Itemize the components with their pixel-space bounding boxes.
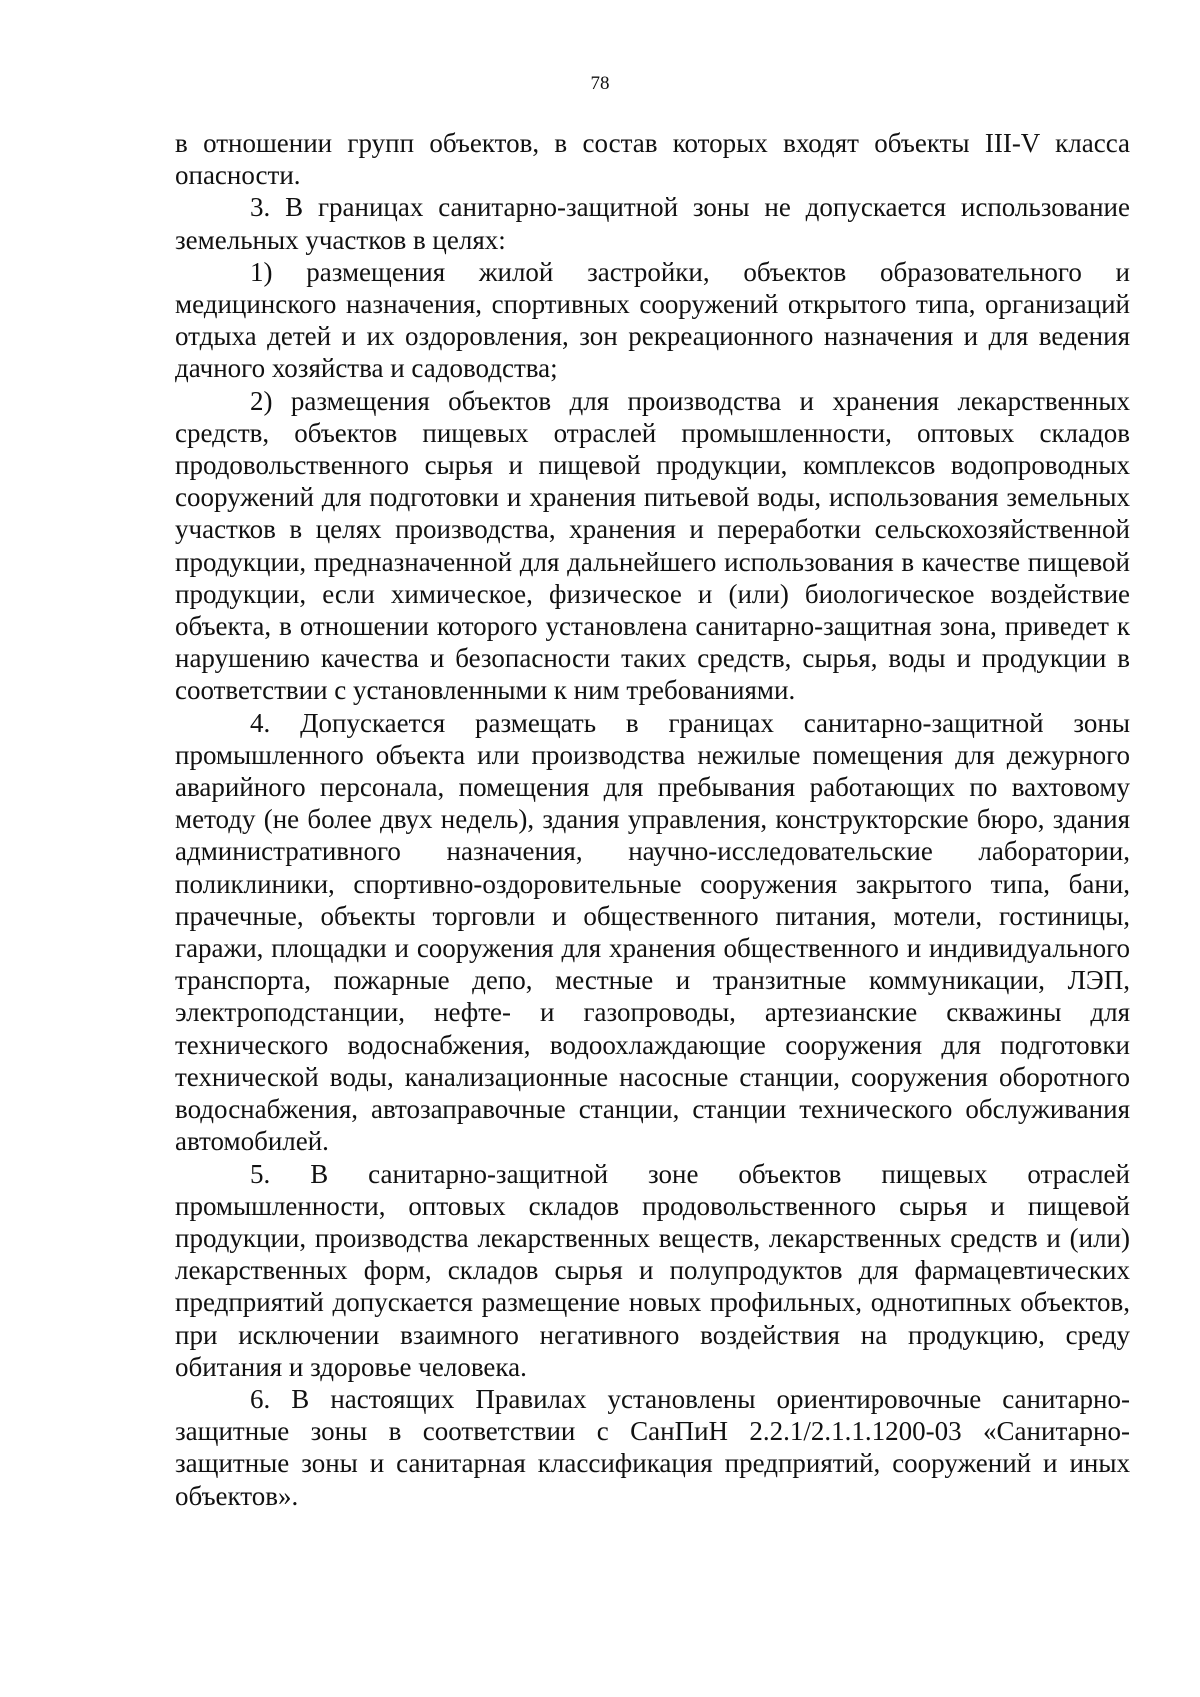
paragraph-clause-5: 5. В санитарно-защитной зоне объектов пищевых отраслей промышленности, оптовых складов продовольственного сырья и пищевой продукции, производства лекарственных веществ, лекарственных средств и (или) лекарственных форм, складов сырья и полупродуктов для фармацевтических предприятий допускается размещение новых профильных, однотипных объектов, при исключении взаимного негативного воздействия на продукцию, среду обитания и здоровье человека. bbox=[175, 1158, 1130, 1382]
paragraph-clause-3-item-1: 1) размещения жилой застройки, объектов образовательного и медицинского назначения, спортивных сооружений открытого типа, организаций отдыха детей и их оздоровления, зон рекреационного назначения и для ведения дачного хозяйства и садоводства; bbox=[175, 256, 1130, 384]
paragraph-clause-6: 6. В настоящих Правилах установлены ориентировочные санитарно-защитные зоны в соответствии с СанПиН 2.2.1/2.1.1.1200-03 «Санитарно-защитные зоны и санитарная классификация предприятий, сооружений и иных объектов». bbox=[175, 1383, 1130, 1511]
document-body bbox=[175, 127, 1130, 1512]
paragraph-clause-3-item-2: 2) размещения объектов для производства и хранения лекарственных средств, объектов пищевых отраслей промышленности, оптовых складов продовольственного сырья и пищевой продукции, комплексов водопроводных сооружений для подготовки и хранения питьевой воды, использования земельных участков в целях производства, хранения и переработки сельскохозяйственной продукции, предназначенной для дальнейшего использования в качестве пищевой продукции, если химическое, физическое и (или) биологическое воздействие объекта, в отношении которого установлена санитарно-защитная зона, приведет к нарушению качества и безопасности таких средств, сырья, воды и продукции в соответствии с установленными к ним требованиями. bbox=[175, 385, 1130, 706]
paragraph-clause-4: 4. Допускается размещать в границах санитарно-защитной зоны промышленного объекта или производства нежилые помещения для дежурного аварийного персонала, помещения для пребывания работающих по вахтовому методу (не более двух недель), здания управления, конструкторские бюро, здания административного назначения, научно-исследовательские лаборатории, поликлиники, спортивно-оздоровительные сооружения закрытого типа, бани, прачечные, объекты торговли и общественного питания, мотели, гостиницы, гаражи, площадки и сооружения для хранения общественного и индивидуального транспорта, пожарные депо, местные и транзитные коммуникации, ЛЭП, электроподстанции, нефте- и газопроводы, артезианские скважины для технического водоснабжения, водоохлаждающие сооружения для подготовки технической воды, канализационные насосные станции, сооружения оборотного водоснабжения, автозаправочные станции, станции технического обслуживания автомобилей. bbox=[175, 707, 1130, 1157]
page-number: 78 bbox=[590, 73, 610, 94]
paragraph-clause-3: 3. В границах санитарно-защитной зоны не допускается использование земельных участков в целях: bbox=[175, 192, 1130, 255]
paragraph-continuation: в отношении групп объектов, в состав которых входят объекты III-V класса опасности. bbox=[175, 128, 1130, 191]
